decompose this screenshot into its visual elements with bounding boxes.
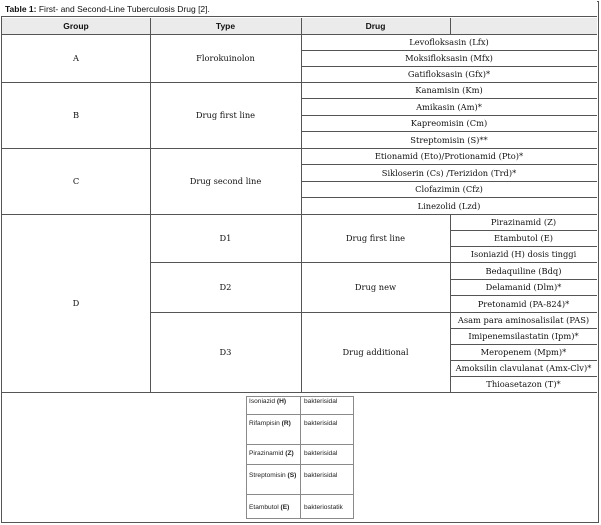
group-c-label: C (72, 176, 80, 186)
group-a-type: Florokuinolon (196, 53, 255, 63)
caption-label: Table 1: (5, 4, 37, 14)
grid-line (301, 181, 597, 182)
drug-cell: Pirazinamid (Z) (490, 217, 557, 227)
drug-cell: Isoniazid (H) dosis tinggi (470, 249, 577, 259)
drug-cell: Amoksilin clavulanat (Amx-Clv)* (455, 363, 592, 373)
header-drug: Drug (301, 18, 450, 34)
grid-line (301, 197, 597, 198)
grid-line (150, 262, 597, 263)
grid-line (1, 148, 597, 149)
grid-line (1, 392, 597, 393)
grid-line (1, 214, 597, 215)
inner-grid-line (246, 414, 354, 415)
drug-cell: Meropenem (Mpm)* (480, 347, 567, 357)
group-b-type: Drug first line (195, 110, 256, 120)
grid-line (150, 312, 597, 313)
drug-cell: Amikasin (Am)* (416, 101, 482, 112)
inner-grid-line (246, 444, 354, 445)
drug-cell: Pretonamid (PA-824)* (477, 298, 570, 309)
group-c-type: Drug second line (189, 176, 262, 186)
grid-line (301, 50, 597, 51)
group-b-label: B (72, 110, 80, 120)
drug-cell: Asam para aminosalisilat (PAS) (457, 315, 590, 325)
drug-cell: Kanamisin (Km) (415, 85, 483, 95)
table-caption (1, 1, 597, 17)
inner-effect: bakterisidal (304, 472, 338, 479)
grid-line (450, 376, 597, 377)
inner-drug-name: Isoniazid (H) (249, 398, 287, 405)
inner-drug-name: Rifampisin (R) (249, 420, 291, 427)
grid-line (450, 295, 597, 296)
grid-line (450, 360, 597, 361)
header-empty (450, 18, 597, 34)
grid-line (450, 230, 597, 231)
group-a-label: A (73, 53, 79, 63)
drug-cell: Gatifloksasin (Gfx)* (407, 69, 491, 79)
grid-line (150, 18, 151, 392)
inner-effect-table (246, 396, 354, 519)
group-d1-label: D1 (219, 233, 232, 243)
inner-effect: bakteriostatik (304, 504, 343, 511)
grid-line (450, 18, 451, 34)
inner-drug-name: Pirazinamid (Z) (249, 450, 294, 457)
grid-line (1, 82, 597, 83)
header-group: Group (2, 18, 150, 34)
grid-line (301, 18, 302, 392)
drug-cell: Moksifloksasin (Mfx) (405, 53, 493, 63)
inner-drug-name: Streptomisin (S) (249, 472, 297, 479)
grid-line (301, 131, 597, 132)
grid-line (450, 279, 597, 280)
inner-grid-line (246, 464, 354, 465)
drug-cell: Imipenemsilastatin (Ipm)* (468, 331, 579, 341)
drug-cell: Etambutol (E) (493, 233, 553, 243)
inner-effect: bakterisidal (304, 398, 338, 405)
drug-cell: Linezolid (Lzd) (417, 200, 481, 211)
header-type: Type (150, 18, 301, 34)
drug-cell: Bedaquiline (Bdq) (485, 265, 562, 276)
grid-line (450, 246, 597, 247)
grid-line (450, 328, 597, 329)
drug-cell: Delamanid (Dlm)* (485, 282, 562, 292)
group-d1-type: Drug first line (345, 233, 406, 243)
group-d3-label: D3 (219, 347, 232, 357)
grid-line (1, 34, 597, 35)
inner-effect: bakterisidal (304, 420, 338, 427)
group-d2-type: Drug new (354, 282, 397, 292)
group-d2-label: D2 (219, 282, 232, 292)
group-d3-type: Drug additional (342, 347, 409, 357)
drug-cell: Etionamid (Eto)/Protionamid (Pto)* (374, 151, 524, 161)
inner-drug-name: Etambutol (E) (249, 504, 290, 511)
group-d-label: D (72, 298, 80, 308)
drug-cell: Thioasetazon (T)* (486, 379, 561, 389)
drug-cell: Levofloksasin (Lfx) (409, 37, 489, 47)
drug-cell: Sikloserin (Cs) /Terizidon (Trd)* (381, 167, 517, 178)
inner-grid-line (246, 494, 354, 495)
grid-line (301, 164, 597, 165)
drug-cell: Streptomisin (S)** (410, 134, 488, 145)
grid-line (450, 344, 597, 345)
inner-effect: bakterisidal (304, 450, 338, 457)
caption-text: First- and Second-Line Tuberculosis Drug [2]. (36, 4, 210, 14)
grid-line (301, 98, 597, 99)
drug-cell: Kapreomisin (Cm) (410, 118, 488, 128)
drug-cell: Clofazimin (Cfz) (415, 184, 483, 194)
grid-line (301, 66, 597, 67)
grid-line (301, 115, 597, 116)
grid-line (450, 214, 451, 392)
